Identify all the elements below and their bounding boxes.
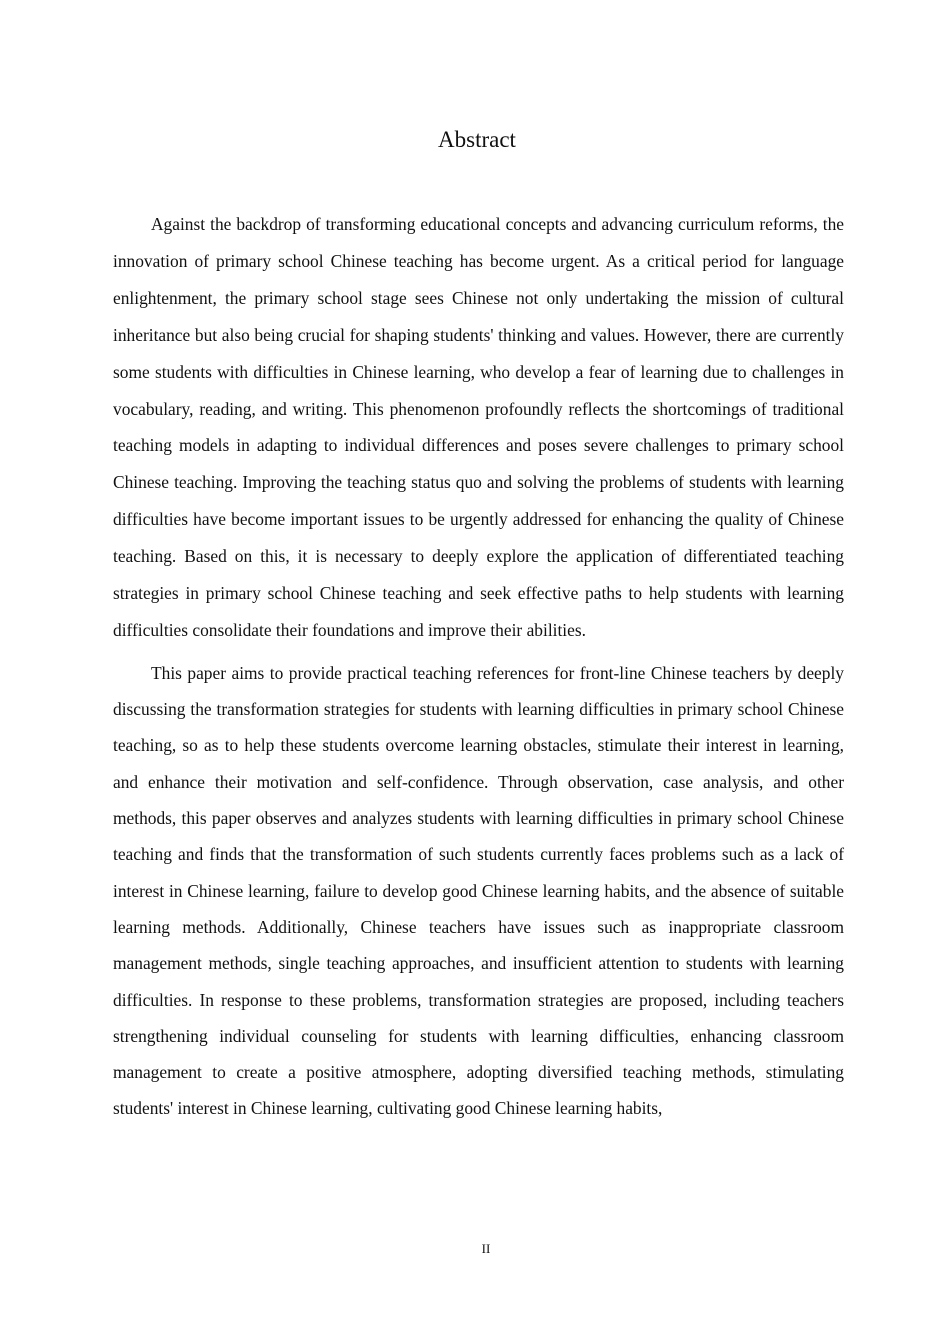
abstract-body	[113, 206, 844, 1127]
page-number: II	[481, 1241, 491, 1256]
abstract-paragraph: This paper aims to provide practical teaching references for front-line Chinese teachers by deeply discussing the transformation strategies for students with learning difficulties in primary school Chinese teaching, so as to help these students overcome learning obstacles, stimulate their interest in learning, and enhance their motivation and self-confidence. Through observation, case analysis, and other methods, this paper observes and analyzes students with learning difficulties in primary school Chinese teaching and finds that the transformation of such students currently faces problems such as a lack of interest in Chinese learning, failure to develop good Chinese learning habits, and the absence of suitable learning methods. Additionally, Chinese teachers have issues such as inappropriate classroom management methods, single teaching approaches, and insufficient attention to students with learning difficulties. In response to these problems, transformation strategies are proposed, including teachers strengthening individual counseling for students with learning difficulties, enhancing classroom management to create a positive atmosphere, adopting diversified teaching methods, stimulating students' interest in Chinese learning, cultivating good Chinese learning habits,	[113, 662, 844, 1119]
page-title: Abstract	[438, 127, 516, 152]
abstract-paragraph: Against the backdrop of transforming educational concepts and advancing curriculum reforms, the innovation of primary school Chinese teaching has become urgent. As a critical period for language enlightenment, the primary school stage sees Chinese not only undertaking the mission of cultural inheritance but also being crucial for shaping students' thinking and values. However, there are currently some students with difficulties in Chinese learning, who develop a fear of learning due to challenges in vocabulary, reading, and writing. This phenomenon profoundly reflects the shortcomings of traditional teaching models in adapting to individual differences and poses severe challenges to primary school Chinese teaching. Improving the teaching status quo and solving the problems of students with learning difficulties have become important issues to be urgently addressed for enhancing the quality of Chinese teaching. Based on this, it is necessary to deeply explore the application of differentiated teaching strategies in primary school Chinese teaching and seek effective paths to help students with learning difficulties consolidate their foundations and improve their abilities.	[113, 214, 844, 640]
